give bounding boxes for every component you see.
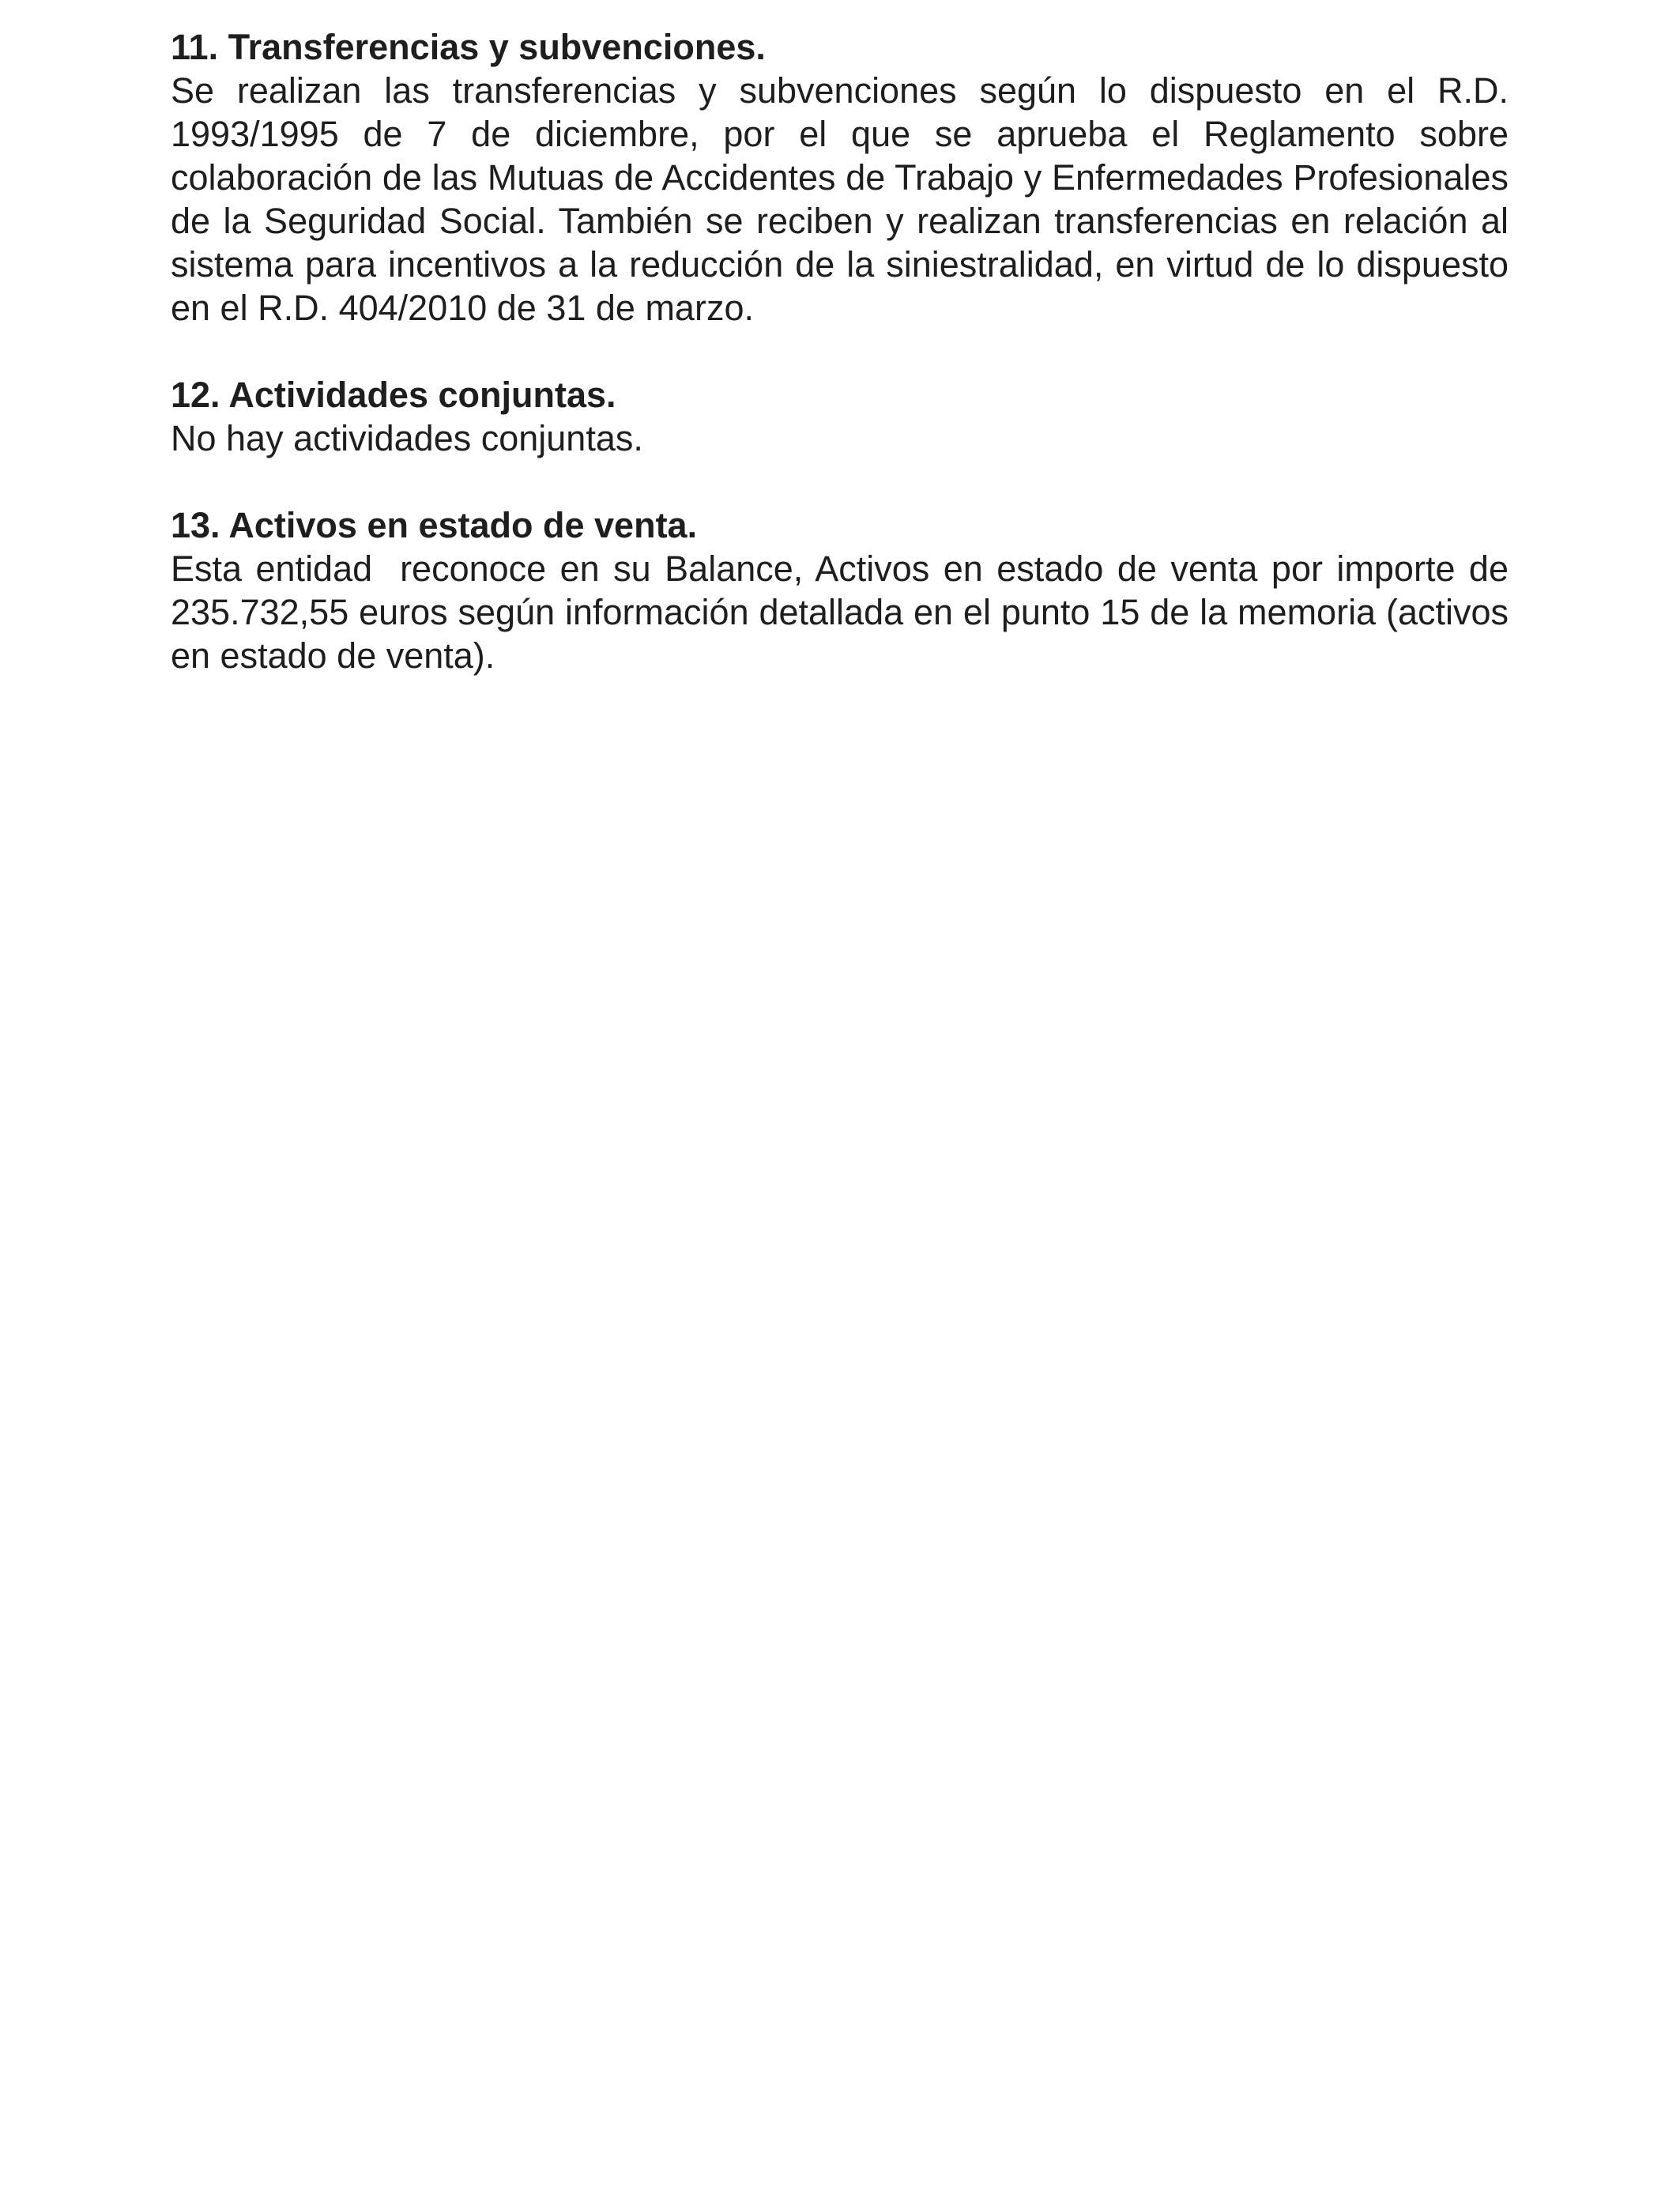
section-transferencias <box>171 25 1509 330</box>
section-body: Se realizan las transferencias y subvenciones según lo dispuesto en el R.D. 1993/1995 de 7 de diciembre, por el que se aprueba el Reglamento sobre colaboración de las Mutuas de Accidentes de Trabajo y Enfermedades Profesionales de la Seguridad Social. También se reciben y realizan transferencias en relación al sistema para incentivos a la reducción de la siniestralidad, en virtud de lo dispuesto en el R.D. 404/2010 de 31 de marzo. <box>171 70 1509 328</box>
section-actividades-conjuntas <box>171 373 1509 460</box>
section-title: 12. Actividades conjuntas. <box>171 375 616 415</box>
document-content <box>171 25 1519 721</box>
section-title: 11. Transferencias y subvenciones. <box>171 27 766 67</box>
section-title: 13. Activos en estado de venta. <box>171 505 698 545</box>
section-body: Esta entidad reconoce en su Balance, Activos en estado de venta por importe de 235.732,55 euros según información detallada en el punto 15 de la memoria (activos en estado de venta). <box>171 548 1519 676</box>
section-activos-venta <box>171 503 1519 677</box>
section-body: No hay actividades conjuntas. <box>171 418 643 458</box>
